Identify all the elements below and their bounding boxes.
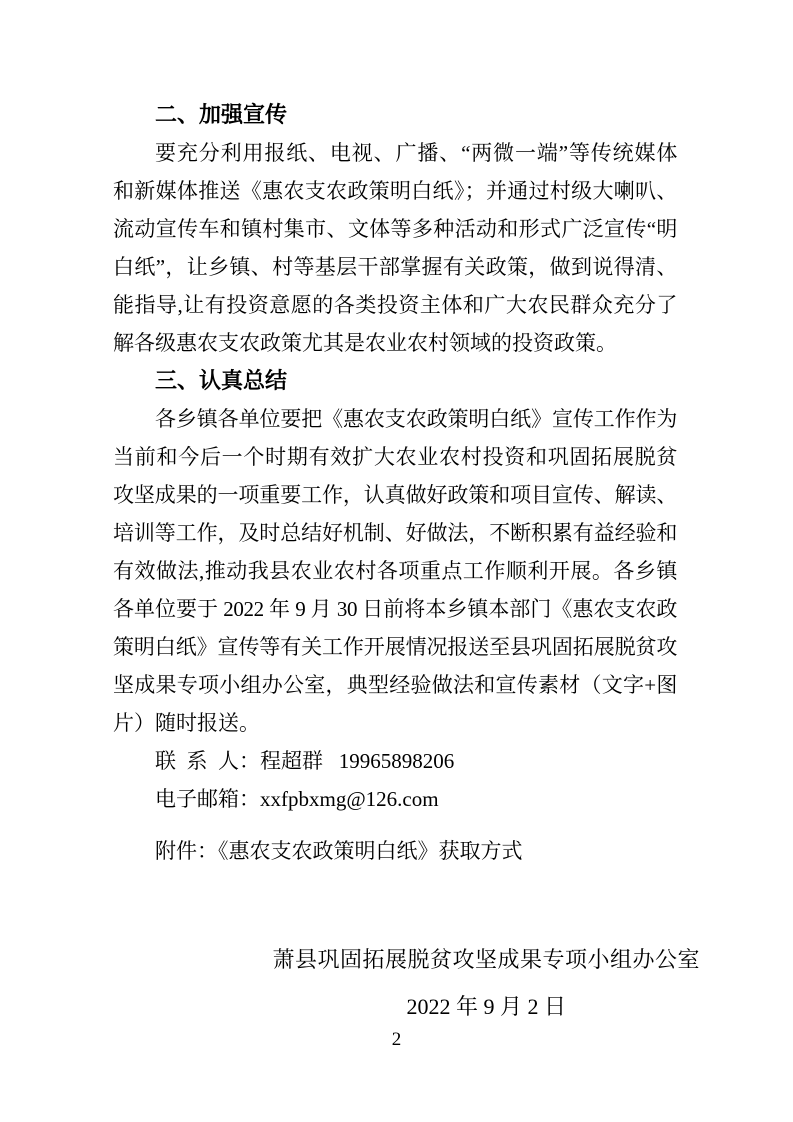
page-number: 2 xyxy=(391,1029,402,1050)
contact-email-line: 电子邮箱：xxfpbxmg@126.com xyxy=(155,787,439,811)
section-heading-summary: 三、认真总结 xyxy=(155,368,288,393)
signature-inner xyxy=(272,941,700,1026)
issue-date: 2022 年 9 月 2 日 xyxy=(406,994,566,1019)
paragraph-line: 流动宣传车和镇村集市、文体等多种活动和形式广泛宣传“明 xyxy=(113,217,677,241)
paragraph-line: 解各级惠农支农政策尤其是农业农村领域的投资政策。 xyxy=(113,331,617,355)
paragraph-line: 有效做法,推动我县农业农村各项重点工作顺利开展。各乡镇 xyxy=(113,559,677,583)
signature-block xyxy=(113,941,700,1026)
paragraph-line: 要充分利用报纸、电视、广播、“两微一端”等传统媒体 xyxy=(155,141,677,165)
paragraph-line: 和新媒体推送《惠农支农政策明白纸》；并通过村级大喇叭、 xyxy=(113,179,677,203)
issuing-office: 萧县巩固拓展脱贫攻坚成果专项小组办公室 xyxy=(272,947,700,972)
paragraph-line: 能指导,让有投资意愿的各类投资主体和广大农民群众充分了 xyxy=(113,293,677,317)
contact-person-line: 联 系 人：程超群 19965898206 xyxy=(155,749,455,773)
paragraph-line: 策明白纸》宣传等有关工作开展情况报送至县巩固拓展脱贫攻 xyxy=(113,635,677,659)
paragraph-line: 坚成果专项小组办公室，典型经验做法和宣传素材（文字+图 xyxy=(113,673,677,697)
paragraph-line: 各乡镇各单位要把《惠农支农政策明白纸》宣传工作作为 xyxy=(155,407,677,431)
paragraph-line: 攻坚成果的一项重要工作，认真做好政策和项目宣传、解读、 xyxy=(113,483,677,507)
paragraph-line: 当前和今后一个时期有效扩大农业农村投资和巩固拓展脱贫 xyxy=(113,445,677,469)
document-body xyxy=(113,96,700,1026)
attachment-line: 附件：《惠农支农政策明白纸》获取方式 xyxy=(155,839,523,863)
paragraph-line: 培训等工作，及时总结好机制、好做法，不断积累有益经验和 xyxy=(113,521,677,545)
paragraph-line: 片）随时报送。 xyxy=(113,711,260,735)
section-heading-publicity: 二、加强宣传 xyxy=(155,102,288,127)
paragraph-line: 各单位要于 2022 年 9 月 30 日前将本乡镇本部门《惠农支农政 xyxy=(113,597,677,621)
paragraph-line: 白纸”，让乡镇、村等基层干部掌握有关政策，做到说得清、 xyxy=(113,255,677,279)
